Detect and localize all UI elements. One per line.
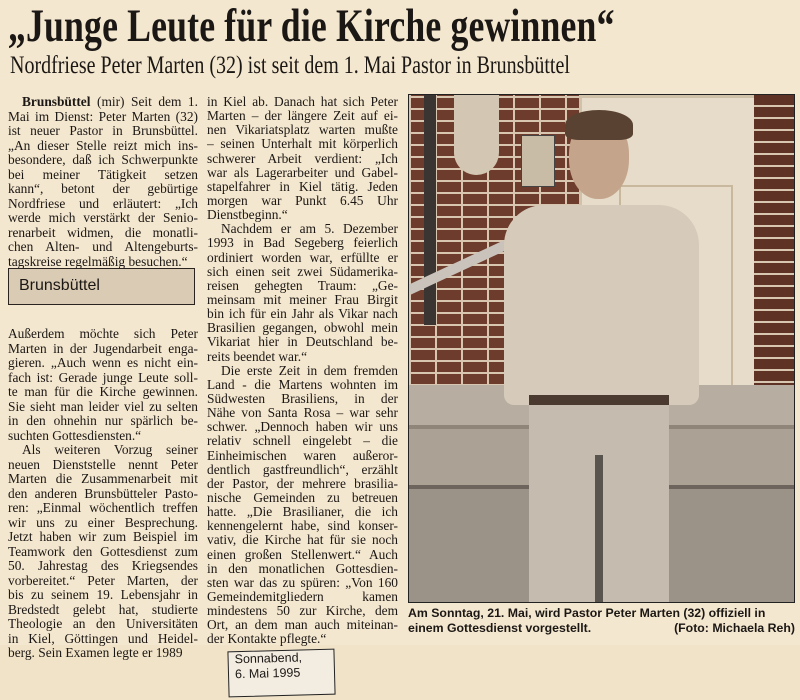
church-window — [454, 95, 499, 175]
article-line: Marten – der längere Zeit auf ei- — [207, 109, 398, 124]
article-line: Brasilien gegangen, obwohl mein — [207, 321, 398, 336]
photo-caption — [408, 606, 795, 636]
article-line: Bredstedt gelebt hat, studierte — [8, 602, 198, 617]
article-line: ist neuer Pastor in Brunsbüttel. — [8, 124, 198, 138]
date-weekday: Sonnabend, — [234, 650, 303, 667]
drainpipe — [424, 95, 436, 325]
belt — [529, 395, 669, 405]
article-line: berg. Sein Examen legte er 1989 — [8, 646, 183, 660]
door-sign — [521, 135, 555, 187]
article-line: Dienstbeginn.“ — [207, 208, 288, 223]
article-line: besondere, daß ich Schwerpunkte — [8, 153, 198, 167]
article-line: werde mich verstärkt der Senio- — [8, 211, 198, 225]
article-line: bei meiner Tätigkeit setzen — [8, 167, 198, 182]
photo-credit: (Foto: Michaela Reh) — [674, 621, 795, 635]
article-line: renarbeit widmen, die monatli- — [8, 225, 198, 240]
article-line: reisen gehegten Traum: „Ge- — [207, 278, 398, 293]
article-line: Gemeindemitgliedern kamen — [207, 589, 398, 604]
article-line: sich einen seit zwei Südamerika- — [207, 264, 398, 279]
article-line: der Pastor, der mehrere brasilia- — [207, 476, 398, 491]
article-line: Teamwork den Gottesdienst zum — [8, 544, 198, 559]
article-line: Nordfriese und erläutert: „Ich — [8, 196, 198, 211]
article-line: 50. Jahrestag des Kriegsendes — [8, 559, 198, 573]
article-line: in Kiel, Göttingen und Heidel- — [8, 631, 198, 646]
article-line: dentlich gastfreundlich“, erzählt — [207, 462, 398, 477]
article-line: Außerdem möchte sich Peter — [8, 327, 198, 341]
article-line: neuen Dienststelle nennt Peter — [8, 457, 198, 472]
brick-pillar — [754, 95, 795, 395]
article-line: schwer. „Dennoch haben wir uns — [207, 420, 398, 435]
article-line: chen Alten- und Altengeburts- — [8, 240, 198, 254]
article-line: meinsam mit meiner Frau Birgit — [207, 292, 398, 307]
article-line: reits beendet war.“ — [207, 349, 308, 364]
article-line: Marten die Zusammenarbeit mit — [8, 472, 198, 486]
article-line-text: (mir) Seit dem 1. — [96, 95, 198, 109]
article-line: schwerer Arbeit verdient: „Ich — [207, 151, 398, 166]
article-line: ren: „Einmal wöchentlich treffen — [8, 501, 198, 515]
article-line: relativ schnell eingelebt – die — [207, 434, 398, 449]
article-line: bin ich für ein Jahr als Vikar nach — [207, 307, 398, 322]
article-line: vativ, die Kirche hat für sie noch — [207, 533, 398, 548]
article-line: hatte. „Die Brasilianer, die ich — [207, 505, 398, 520]
article-line: kann“, betont der gebürtige — [8, 182, 198, 196]
article-line: war als Lagerarbeiter und Gabel- — [207, 165, 398, 180]
article-line: Die erste Zeit in dem fremden — [221, 363, 398, 378]
dateline-lead: Brunsbüttel — [22, 95, 91, 109]
article-line: Vikariat hier in Deutschland be- — [207, 335, 398, 350]
article-line: nen Vikariatsplatz warten mußte — [207, 123, 398, 138]
caption-line-2: einem Gottesdienst vorgestellt. — [408, 621, 592, 635]
subheadline: Nordfriese Peter Marten (32) ist seit dem 1. Mai Pastor in Brunsbüttel — [10, 52, 570, 79]
article-line: mindestens 50 zur Kirche, dem — [207, 604, 398, 619]
article-line: Ort, an dem man auch miteinan- — [207, 618, 398, 633]
article-line: nische Gemeinden zu betreuen — [207, 490, 398, 505]
article-line: gieren. „Auch wenn es nicht ein- — [8, 356, 198, 370]
article-line: in Kiel ab. Danach hat sich Peter — [207, 95, 398, 109]
article-line: Land - die Martens wohnten im — [207, 377, 398, 392]
article-line: Sie sieht man leider viel zu selten — [8, 399, 198, 414]
article-column-1 — [8, 95, 198, 661]
article-line: einen großen Stellenwert.“ Auch — [207, 547, 398, 562]
date-value: 6. Mai 1995 — [234, 665, 301, 682]
article-line — [8, 95, 198, 110]
article-line: Nachdem er am 5. Dezember — [221, 222, 398, 237]
date-label — [227, 649, 335, 698]
article-line: in den monatlichen Gottesdien- — [207, 561, 398, 576]
article-line: in den ohnehin nur spärlich be- — [8, 414, 198, 428]
article-line: Nähe von Santa Rosa – war sehr — [207, 406, 398, 421]
article-line: – seinen Unterhalt mit körperlich — [207, 137, 398, 152]
article-line: der Kontakte pflegte.“ — [207, 632, 327, 647]
article-line: vorbereitet.“ Peter Marten, der — [8, 573, 198, 588]
article-line: tagskreise regelmäßig besuchen.“ — [8, 254, 188, 269]
caption-line-1: Am Sonntag, 21. Mai, wird Pastor Peter Marten (32) offiziell in — [408, 606, 766, 620]
article-line: kennengelernt habe, sind konser- — [207, 519, 398, 534]
article-line: den anderen Brunsbütteler Pasto- — [8, 486, 198, 501]
article-line: Jetzt haben wir zum Beispiel im — [8, 530, 198, 544]
photo-pastor — [408, 94, 795, 603]
article-line: Einheimischen waren außeror- — [207, 448, 398, 463]
article-line: bis zu seinem 19. Lebensjahr in — [8, 588, 198, 602]
article-line: Theologie an den Universitäten — [8, 617, 198, 631]
article-line: wir uns zu einer Besprechung. — [8, 515, 198, 530]
article-line: suchten Gottesdiensten.“ — [8, 428, 142, 443]
headline: „Junge Leute für die Kirche gewinnen“ — [8, 0, 615, 52]
article-line: Mai im Dienst: Peter Marten (32) — [8, 109, 198, 124]
article-line: Marten in der Jugendarbeit enga- — [8, 341, 198, 356]
article-column-2 — [207, 95, 398, 646]
article-line: te man für die Kirche gewinnen. — [8, 385, 198, 399]
article-line: ordiniert worden war, erfüllte er — [207, 250, 398, 265]
article-line: stapelfahrer in Kiel tätig. Jeden — [207, 179, 398, 194]
trouser-shadow — [595, 455, 603, 603]
article-line: morgen war Punkt 6.45 Uhr — [207, 193, 398, 208]
kicker-label: Brunsbüttel — [19, 277, 100, 294]
article-line: „An dieser Stelle reizt mich ins- — [8, 138, 198, 153]
location-kicker-box — [8, 268, 195, 305]
article-line: fach ist: Gerade junge Leute soll- — [8, 370, 198, 385]
man-shirt — [504, 205, 699, 405]
article-line: Südwesten Brasiliens, in der — [207, 391, 398, 406]
article-line: 1993 in Bad Segeberg feierlich — [207, 236, 398, 251]
article-line: Als weiteren Vorzug seiner — [22, 443, 198, 457]
man-hair — [565, 110, 633, 140]
article-line: sten war das zu spüren: „Von 160 — [207, 575, 398, 590]
